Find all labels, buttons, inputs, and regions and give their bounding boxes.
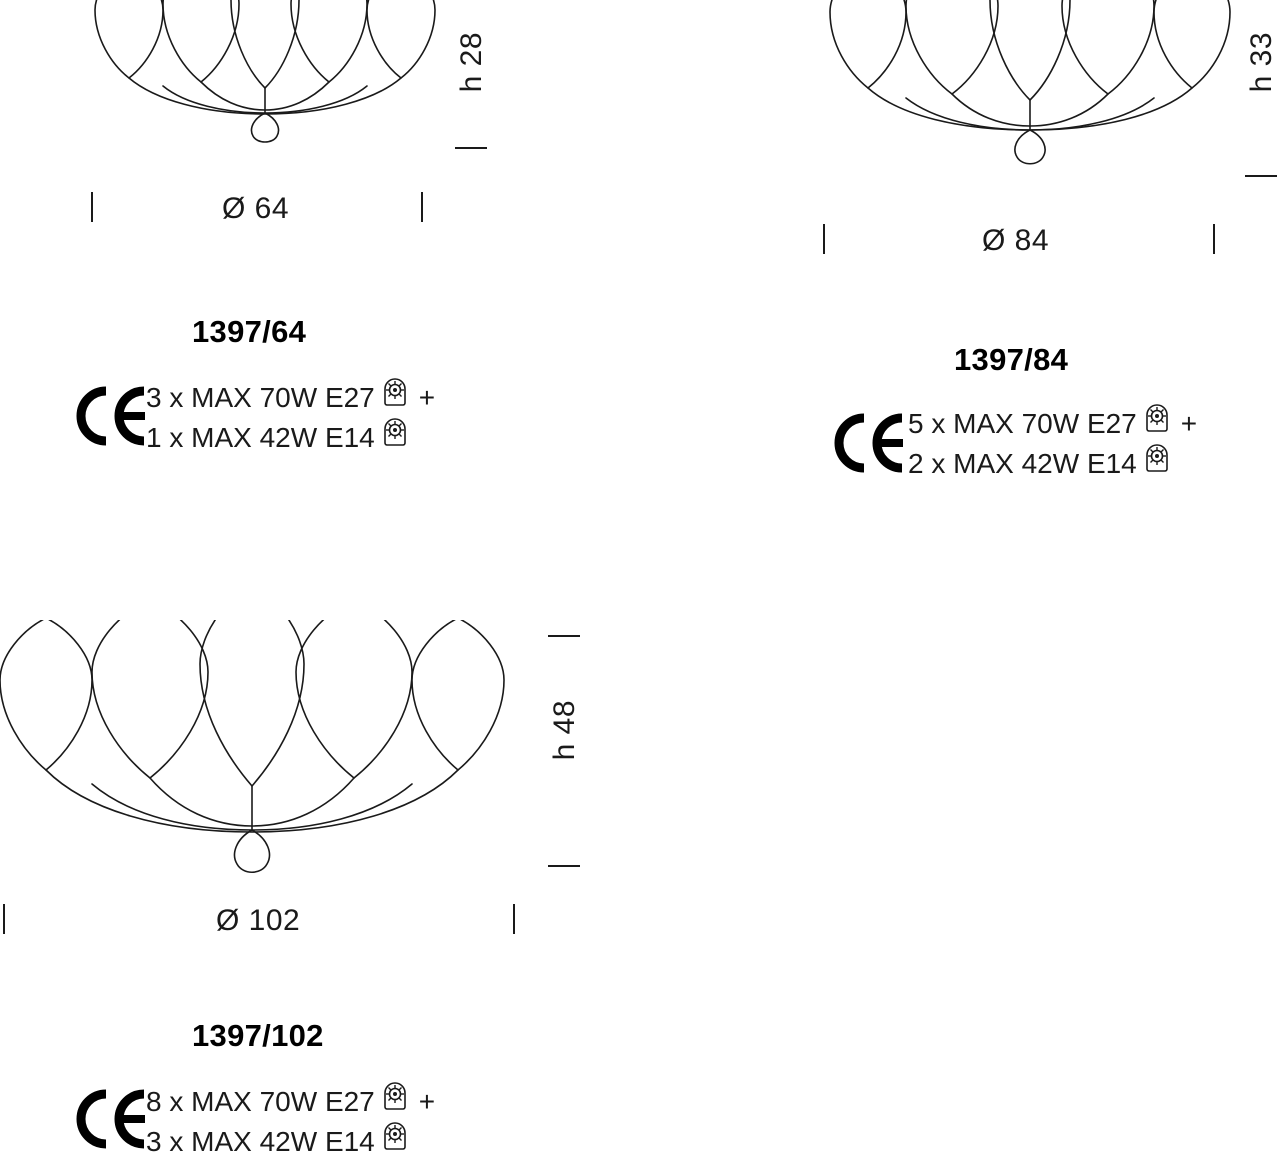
height-label-1397-64: h 28 [455, 32, 488, 93]
spec-text: 8 x MAX 70W E27 [146, 1086, 375, 1118]
bulb-e14-icon [382, 417, 408, 460]
specs-1397-64 [146, 378, 435, 458]
diameter-label-1397-64: Ø 64 [222, 192, 290, 225]
product-1397-84 [760, 0, 1280, 500]
height-label-1397-102: h 48 [548, 700, 581, 761]
ce-logo-icon [830, 412, 906, 474]
spec-suffix: + [418, 382, 436, 414]
spec-text: 3 x MAX 70W E27 [146, 382, 375, 414]
ce-mark-1397-102 [72, 1088, 148, 1150]
bulb-e27-icon [382, 1081, 408, 1124]
product-1397-64 [0, 0, 620, 470]
ce-logo-icon [72, 1088, 148, 1150]
spec-text: 5 x MAX 70W E27 [908, 408, 1137, 440]
spec-text: 1 x MAX 42W E14 [146, 422, 375, 454]
spec-row [146, 418, 435, 458]
spec-text: 2 x MAX 42W E14 [908, 448, 1137, 480]
ce-mark-1397-64 [72, 385, 148, 447]
specs-1397-84 [908, 404, 1197, 484]
spec-row [146, 1122, 435, 1162]
ce-logo-icon [72, 385, 148, 447]
product-code-1397-102: 1397/102 [192, 1018, 324, 1053]
spec-text: 3 x MAX 42W E14 [146, 1126, 375, 1158]
diameter-label-1397-84: Ø 84 [982, 224, 1050, 257]
diameter-label-1397-102: Ø 102 [216, 904, 301, 937]
lamp-drawing-1397-102 [0, 620, 522, 880]
spec-suffix: + [418, 1086, 436, 1118]
height-label-1397-84: h 33 [1245, 32, 1278, 93]
bulb-e14-icon [1144, 443, 1170, 486]
ce-mark-1397-84 [830, 412, 906, 474]
product-code-1397-84: 1397/84 [954, 342, 1069, 377]
spec-row [146, 378, 435, 418]
bulb-e27-icon [1144, 403, 1170, 446]
bulb-e14-icon [382, 1121, 408, 1163]
product-1397-102 [0, 620, 620, 1163]
product-code-1397-64: 1397/64 [192, 314, 307, 349]
lamp-drawing-1397-64 [85, 0, 445, 162]
specs-1397-102 [146, 1082, 435, 1162]
lamp-outline-svg [85, 0, 445, 162]
lamp-outline-svg [0, 620, 522, 880]
lamp-outline-svg [820, 0, 1240, 178]
spec-row [908, 444, 1197, 484]
spec-row [146, 1082, 435, 1122]
bulb-e27-icon [382, 377, 408, 420]
height-dimension-1397-84 [1245, 0, 1282, 186]
spec-row [908, 404, 1197, 444]
lamp-drawing-1397-84 [820, 0, 1240, 178]
spec-suffix: + [1180, 408, 1198, 440]
